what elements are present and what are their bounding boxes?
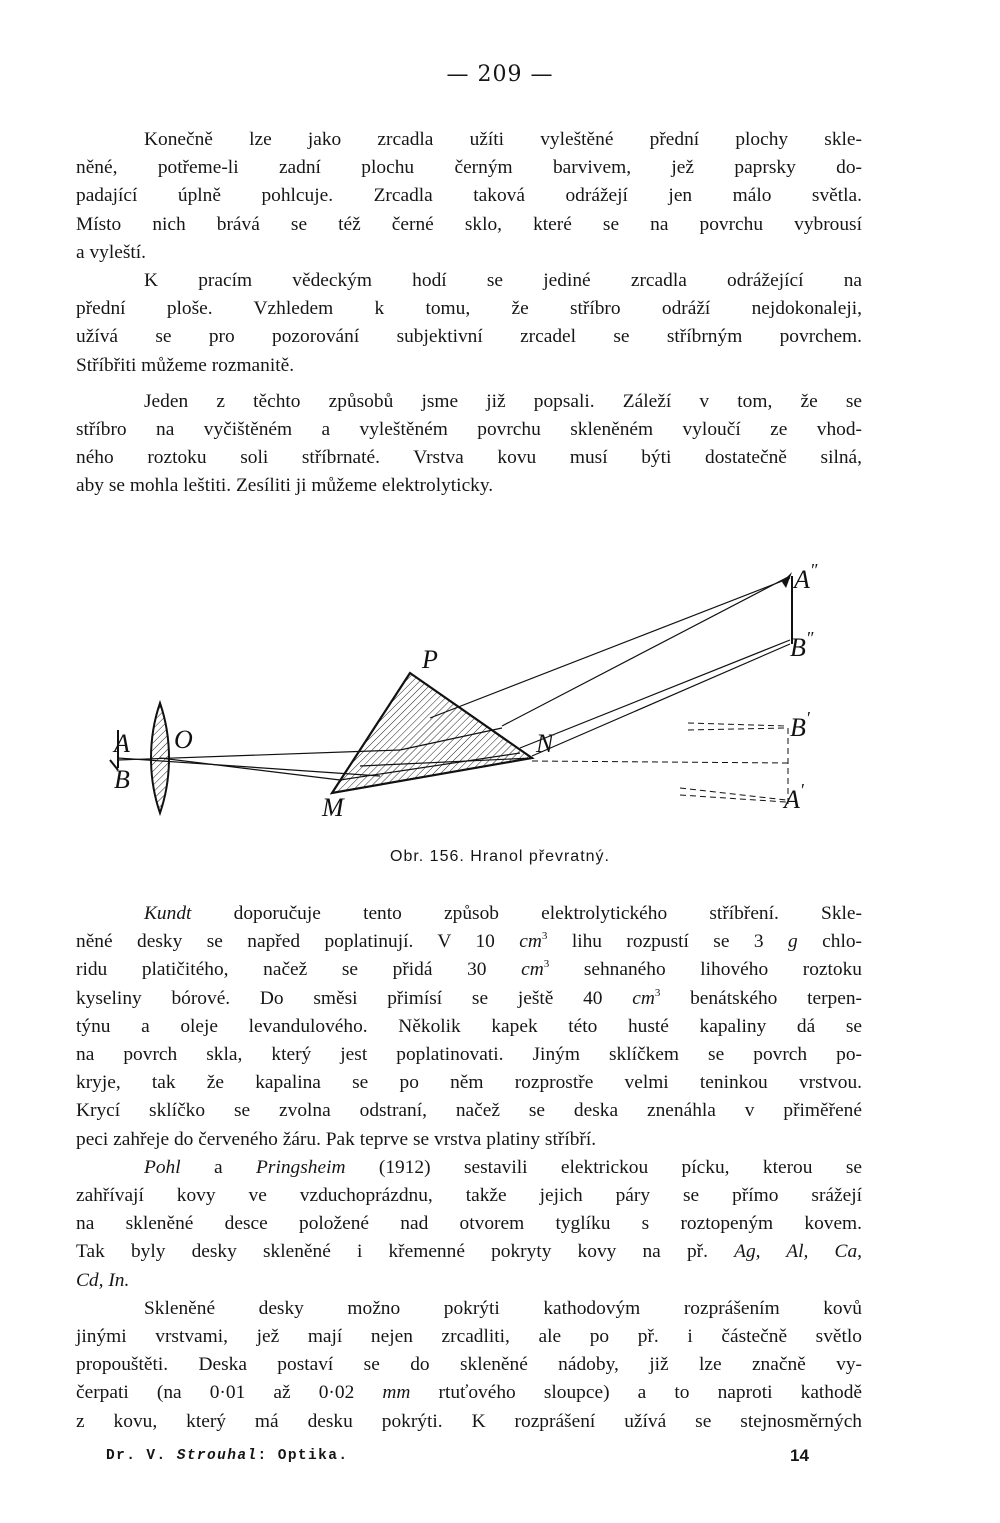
text-line: zahřívají kovy ve vzduchoprázdnu, takže jejich páry se přímo srážejí <box>76 1185 862 1207</box>
text-line: a vyleští. <box>76 241 147 263</box>
label-a-double-prime: A″ <box>794 560 818 594</box>
label-a-prime: A′ <box>784 780 804 814</box>
text-line: Stříbřiti můžeme rozmanitě. <box>76 354 295 376</box>
text-block-bottom <box>76 900 862 1436</box>
label-b: B <box>114 765 130 794</box>
text-line: užívá se pro pozorování subjektivní zrcadel se stříbrným povrchem. <box>76 326 862 348</box>
text-line: K pracím vědeckým hodí se jediné zrcadla odrážející na <box>144 270 862 292</box>
label-m: M <box>322 793 344 822</box>
text-line: Tak byly desky skleněné i křemenné pokryty kovy na př. Ag, Al, Ca, <box>76 1241 862 1263</box>
text-line: čerpati (na 0·01 až 0·02 mm rtuťového sloupce) a to naproti kathodě <box>76 1382 862 1404</box>
text-line: přední ploše. Vzhledem k tomu, že stříbro odráží nejdokonaleji, <box>76 298 862 320</box>
page-number: — 209 — <box>446 62 554 87</box>
text-line: z kovu, který má desku pokrýti. K rozprášení užívá se stejnosměrných <box>76 1410 862 1432</box>
text-line: Krycí sklíčko se zvolna odstraní, načež se deska znenáhla v přiměřené <box>76 1100 862 1122</box>
label-b-prime: B′ <box>790 708 810 742</box>
label-p: P <box>422 645 438 674</box>
text-line: Místo nich brává se též černé sklo, které se na povrchu vybrousí <box>76 213 862 235</box>
text-line: propouštěti. Deska postaví se do skleněné nádoby, již lze značně vy- <box>76 1354 862 1376</box>
footer-sheet-number: 14 <box>790 1446 809 1465</box>
dashed-lines <box>532 723 788 806</box>
figure-caption: Obr. 156. Hranol převratný. <box>390 848 610 865</box>
text-line: Kundt doporučuje tento způsob elektrolytického stříbření. Skle- <box>144 903 862 924</box>
text-line: aby se mohla leštiti. Zesíliti ji můžeme elektrolyticky. <box>76 475 494 497</box>
text-line: Pohl a Pringsheim (1912) sestavili elektrickou pícku, kterou se <box>144 1156 862 1178</box>
text-line: Konečně lze jako zrcadla užíti vyleštěné přední plochy skle- <box>144 129 862 150</box>
text-line: na povrch skla, který jest poplatinovati. Jiným sklíčkem se povrch po- <box>76 1044 862 1066</box>
text-line: něné desky se napřed poplatinují. V 10 $cm^3$ lihu rozpustí se 3 g chlo- <box>76 930 862 953</box>
label-o: O <box>174 725 193 754</box>
text-line: kyseliny bórové. Do směsi přimísí se ještě 40 $cm^3$ benátského terpen- <box>76 986 862 1009</box>
text-line: Cd, In. <box>76 1269 130 1291</box>
text-line: kryje, tak že kapalina se po něm rozprostře velmi teninkou vrstvou. <box>76 1072 862 1094</box>
text-block-top <box>76 126 862 501</box>
label-n: N <box>536 729 554 758</box>
text-line: ného roztoku soli stříbrnaté. Vrstva kovu musí býti dostatečně silná, <box>76 447 862 469</box>
text-line: padající úplně pohlcuje. Zrcadla taková odrážejí jen málo světla. <box>76 185 862 207</box>
text-line: Jeden z těchto způsobů jsme již popsali. Záleží v tom, že se <box>144 390 862 412</box>
text-line: Skleněné desky možno pokrýti kathodovým rozprášením kovů <box>144 1297 862 1319</box>
text-line: něné, potřeme-li zadní plochu černým barvivem, jež paprsky do- <box>76 157 862 179</box>
footer-author: Dr. V. Strouhal: Optika. <box>106 1448 349 1464</box>
text-line: peci zahřeje do červeného žáru. Pak teprve se vrstva platiny stříbří. <box>76 1128 597 1150</box>
text-line: na skleněné desce položené nad otvorem tyglíku s roztopeným kovem. <box>76 1213 862 1235</box>
text-line: týnu a oleje levandulového. Několik kapek této husté kapaliny dá se <box>76 1015 862 1037</box>
prism-figure <box>100 548 860 838</box>
text-line: jinými vrstvami, jež mají nejen zrcadliti, ale po př. i částečně světlo <box>76 1326 862 1348</box>
label-b-double-prime: B″ <box>790 628 814 662</box>
text-line: ridu platičitého, načež se přidá 30 $cm^3$ sehnaného lihového roztoku <box>76 958 862 981</box>
text-line: stříbro na vyčištěném a vyleštěném povrchu skleněném vyloučí ze vhod- <box>76 419 862 441</box>
label-a: A <box>114 729 130 758</box>
